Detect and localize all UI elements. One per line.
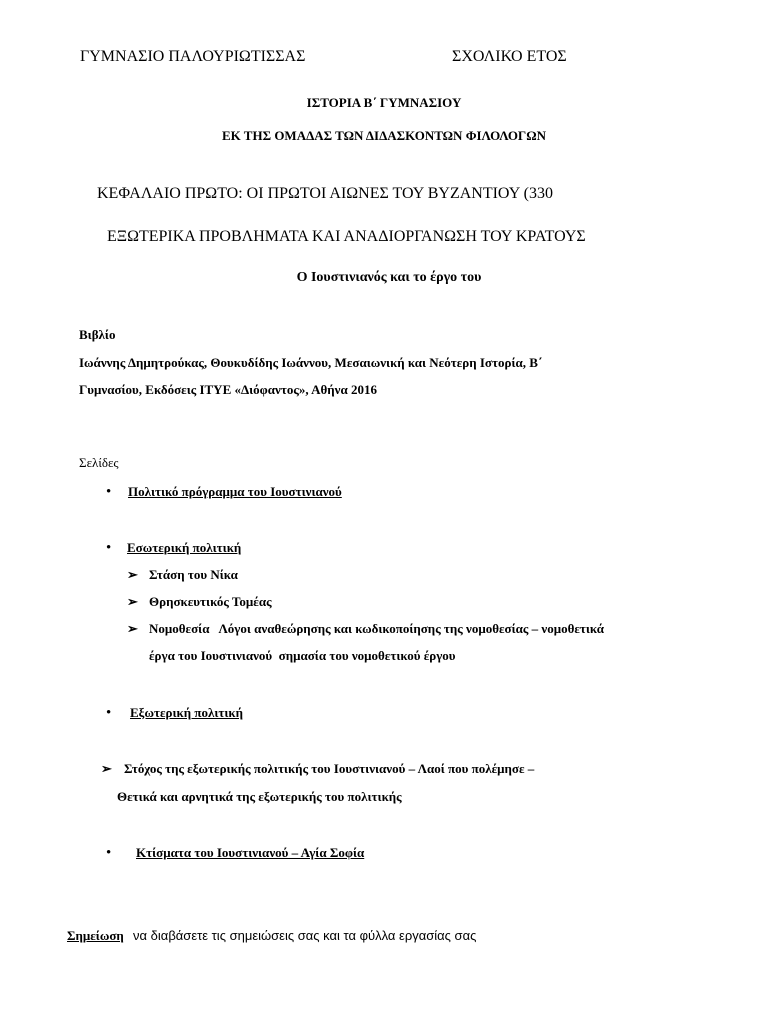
book-reference-line2: Γυμνασίου, Εκδόσεις ΙΤΥΕ «Διόφαντος», Αθήνα 2016 (79, 382, 377, 397)
note-label: Σημείωση (67, 928, 124, 943)
note-text: να διαβάσετε τις σημειώσεις σας και τα φύλλα εργασίας σας (133, 928, 477, 943)
arrow-bullet-icon: ➢ (127, 594, 138, 609)
chapter-title: ΚΕΦΑΛΑΙΟ ΠΡΩΤΟ: ΟΙ ΠΡΩΤΟΙ ΑΙΩΝΕΣ ΤΟΥ ΒΥΖΑΝΤΙΟΥ (330 (97, 185, 553, 202)
school-name: ΓΥΜΝΑΣΙΟ ΠΑΛΟΥΡΙΩΤΙΣΣΑΣ (80, 48, 306, 65)
arrow-bullet-icon: ➢ (127, 621, 138, 636)
bullet-icon: • (106, 540, 112, 556)
arrow-bullet-icon: ➢ (127, 567, 138, 582)
political-program-item: Πολιτικό πρόγραμμα του Ιουστινιανού (128, 484, 342, 499)
bullet-icon: • (106, 705, 112, 721)
domestic-subitem: Στάση του Νίκα (149, 567, 238, 582)
lesson-title: Ο Ιουστινιανός και το έργο του (296, 270, 482, 285)
foreign-subitem: Στόχος της εξωτερικής πολιτικής του Ιουστινιανού – Λαοί που πολέμησε – (124, 761, 535, 776)
book-label: Βιβλίο (79, 327, 116, 342)
foreign-subitem-continuation: Θετικά και αρνητικά της εξωτερικής του πολιτικής (117, 789, 402, 804)
foreign-policy-item: Εξωτερική πολιτική (130, 705, 244, 720)
book-reference-line1: Ιωάννης Δημητρούκας, Θουκυδίδης Ιωάννου, Μεσαιωνική και Νεότερη Ιστορία, Β΄ (79, 355, 543, 370)
note-line (67, 928, 476, 944)
pages-label: Σελίδες (79, 455, 119, 470)
arrow-bullet-icon: ➢ (101, 761, 112, 776)
buildings-item: Κτίσματα του Ιουστινιανού – Αγία Σοφία (136, 845, 365, 860)
bullet-icon: • (106, 845, 112, 861)
authors-line: ΕΚ ΤΗΣ ΟΜΑΔΑΣ ΤΩΝ ΔΙΔΑΣΚΟΝΤΩΝ ΦΙΛΟΛΟΓΩΝ (221, 128, 546, 143)
school-year-label: ΣΧΟΛΙΚΟ ΕΤΟΣ (452, 48, 567, 65)
bullet-icon: • (106, 484, 112, 500)
subject-title: ΙΣΤΟΡΙΑ Β΄ ΓΥΜΝΑΣΙΟΥ (306, 95, 462, 110)
domestic-subitem: Νομοθεσία Λόγοι αναθεώρησης και κωδικοποίησης της νομοθεσίας – νομοθετικά (149, 621, 605, 636)
section-title: ΕΞΩΤΕΡΙΚΑ ΠΡΟΒΛΗΜΑΤΑ ΚΑΙ ΑΝΑΔΙΟΡΓΑΝΩΣΗ ΤΟΥ ΚΡΑΤΟΥΣ (107, 228, 586, 245)
domestic-policy-item: Εσωτερική πολιτική (127, 540, 242, 555)
domestic-subitem: Θρησκευτικός Τομέας (149, 594, 272, 609)
domestic-subitem-continuation: έργα του Ιουστινιανού σημασία του νομοθετικού έργου (149, 648, 456, 663)
